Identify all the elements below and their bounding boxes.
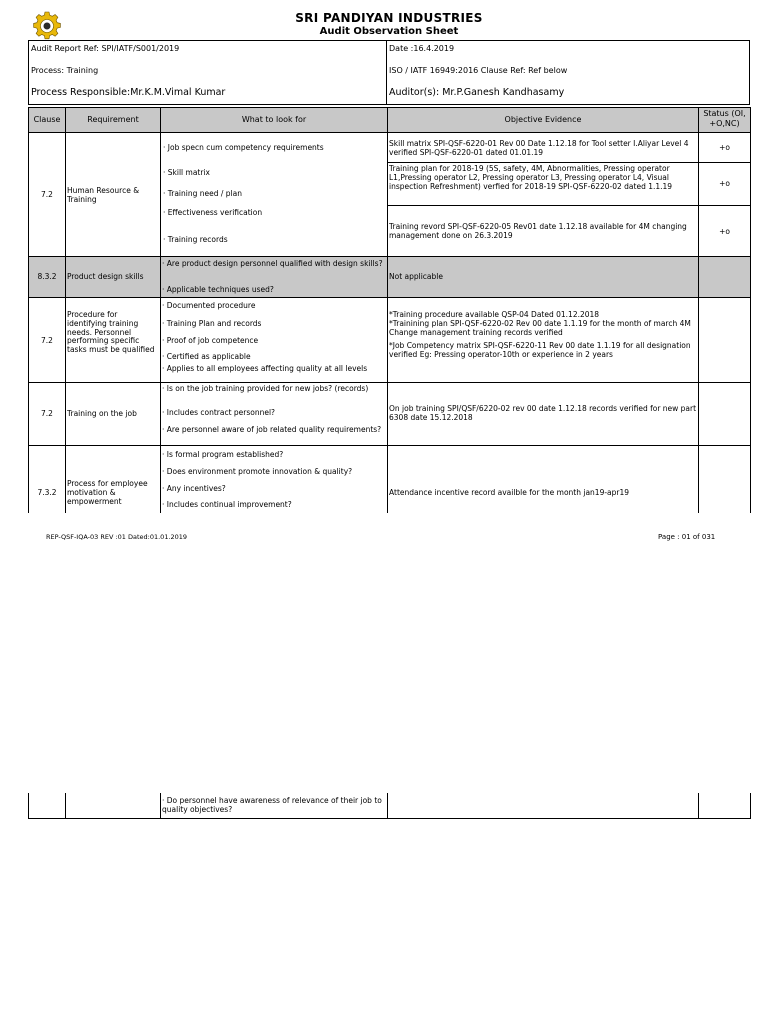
row3-clause: 7.2 [41, 336, 53, 345]
row3-what-4: · Certified as applicable [162, 352, 251, 361]
row1-evidence-3: Training revord SPI-QSF-6220-05 Rev01 date 1.12.18 available for 4M changing management done on 26.3.2019 [389, 222, 687, 240]
row2-requirement: Product design skills [67, 272, 144, 281]
row1-clause: 7.2 [41, 190, 53, 199]
row1-what-2: · Skill matrix [163, 168, 210, 177]
header-what-to-look-for: What to look for [241, 115, 307, 124]
info-divider [386, 41, 387, 104]
row1-what-3: · Training need / plan [163, 189, 242, 198]
form-reference: REP-QSF-IQA-03 REV :01 Dated:01.01.2019 [46, 533, 188, 541]
row4-what-1: · Is on the job training provided for new jobs? (records) [162, 384, 369, 393]
row4-what-3: · Are personnel aware of job related quality requirements? [162, 425, 382, 434]
page-number: Page : 01 of 031 [658, 533, 716, 541]
audit-info-box [28, 40, 750, 105]
row1-evidence-1: Skill matrix SPI-QSF-6220-01 Rev 00 Date 1.12.18 for Tool setter I.Aliyar Level 4 verified SPI-QSF-6220-01 dated 01.01.19 [389, 139, 689, 157]
process-responsible: Process Responsible:Mr.K.M.Vimal Kumar [31, 87, 226, 98]
row5-evidence: Attendance incentive record availble for the month jan19-apr19 [389, 488, 630, 497]
process: Process: Training [31, 66, 99, 75]
row3-what-1: · Documented procedure [162, 301, 256, 310]
row5-what-3: · Any incentives? [162, 484, 226, 493]
row1-what-1: · Job specn cum competency requirements [163, 143, 324, 152]
row1-what-4: · Effectiveness verification [163, 208, 263, 217]
document-title: Audit Observation Sheet [319, 26, 459, 37]
row4-clause: 7.2 [41, 409, 53, 418]
page-header [28, 8, 750, 40]
row3-evidence-3: *Job Competency matrix SPI-QSF-6220-11 Rev 00 date 1.1.19 for all designation verified Eg: Pressing operator-10th or experience in 2 years [389, 341, 691, 359]
row1-status-1: +o [719, 143, 730, 152]
row2-evidence: Not applicable [389, 272, 443, 281]
row1-what-5: · Training records [163, 235, 228, 244]
row3-evidence-1: *Training procedure available QSP-04 Dated 01.12.2018 [389, 310, 600, 319]
row3-requirement: Procedure for identifying training needs. Personnel performing specific tasks must be qualified [67, 311, 155, 355]
audit-date: Date :16.4.2019 [389, 44, 455, 53]
row1-status-3: +o [719, 227, 730, 236]
row1-status-2: +o [719, 179, 730, 188]
row3-what-2: · Training Plan and records [162, 319, 262, 328]
auditors: Auditor(s): Mr.P.Ganesh Kandhasamy [389, 87, 565, 98]
company-name: SRI PANDIYAN INDUSTRIES [295, 11, 483, 25]
row6-what-1: · Do personnel have awareness of relevance of their job to quality objectives? [162, 796, 382, 814]
row4-requirement: Training on the job [67, 409, 137, 418]
header-clause: Clause [33, 115, 61, 124]
row5-clause: 7.3.2 [37, 488, 57, 497]
row5-what-2: · Does environment promote innovation & quality? [162, 467, 353, 476]
row3-what-3: · Proof of job competence [162, 336, 259, 345]
row1-requirement: Human Resource & Training [67, 186, 140, 204]
row3-evidence-2: *Trainining plan SPI-QSF-6220-02 Rev 00 date 1.1.19 for the month of march 4M Change management training records verified [389, 319, 691, 337]
row3-what-5: · Applies to all employees affecting quality at all levels [162, 364, 368, 373]
row5-what-1: · Is formal program established? [162, 450, 284, 459]
row1-evidence-2: Training plan for 2018-19 (5S, safety, 4M, Abnormalities, Pressing operator L1,Pressing operator L2, Pressing operator L3, Pressing operator L4, Visual inspection Refreshment) verfied for 2018-19 SPI-QSF-6220-02 dated 1.1.19 [389, 164, 673, 191]
audit-report-ref: Audit Report Ref: SPI/IATF/S001/2019 [31, 44, 180, 53]
header-requirement: Requirement [87, 115, 139, 124]
row5-requirement: Process for employee motivation & empowerment [67, 479, 148, 506]
standard-clause-ref: ISO / IATF 16949:2016 Clause Ref: Ref below [389, 66, 568, 75]
row4-evidence: On job training SPI/QSF/6220-02 rev 00 date 1.12.18 records verified for new part 6308 date 15.12.2018 [389, 404, 697, 422]
header-status: Status (OI, +O,NC) [703, 109, 746, 128]
header-objective-evidence: Objective Evidence [504, 115, 582, 124]
row2-clause: 8.3.2 [37, 272, 57, 281]
row4-what-2: · Includes contract personnel? [162, 408, 276, 417]
row2-what-2: · Applicable techniques used? [162, 285, 274, 294]
row2-what-1: · Are product design personnel qualified with design skills? [162, 259, 383, 268]
row5-what-4: · Includes continual improvement? [162, 500, 292, 509]
